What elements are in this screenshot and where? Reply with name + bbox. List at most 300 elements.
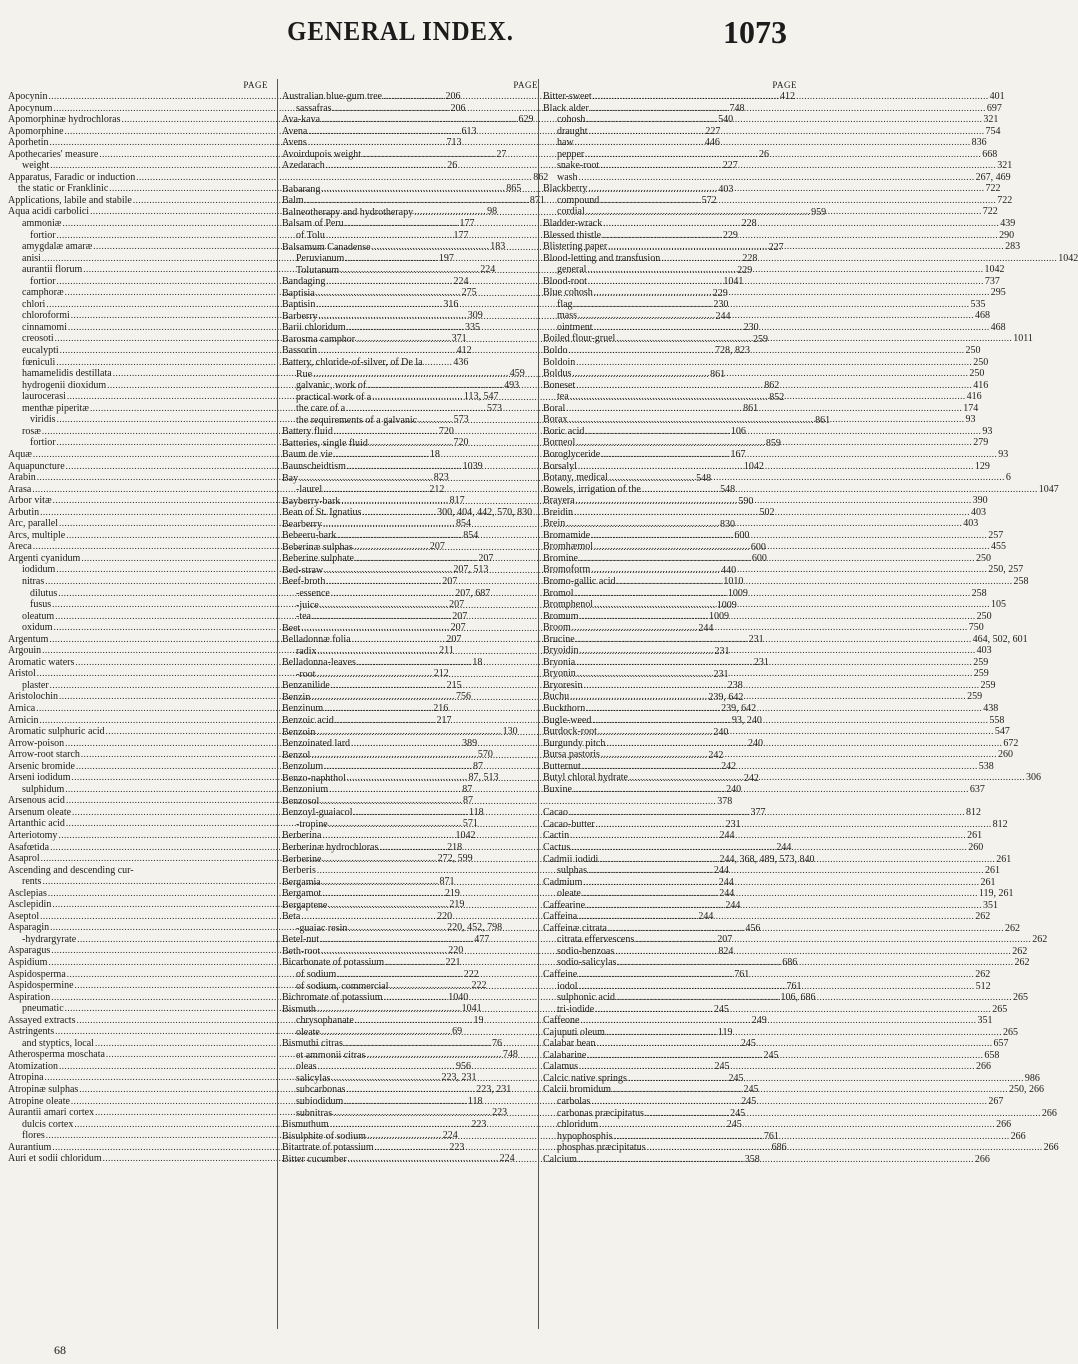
entry-term: Azedarach <box>282 160 325 172</box>
entry-page-refs: 570 <box>477 749 493 761</box>
entry-page-refs: 223, 231 <box>441 1072 477 1084</box>
index-entry <box>543 691 983 703</box>
entry-page-refs: 129 <box>974 460 990 472</box>
dot-leader <box>602 230 998 242</box>
index-entry <box>543 679 996 692</box>
dot-leader <box>576 634 972 646</box>
entry-term: sodio-salicylas <box>557 957 617 969</box>
entry-page-refs: 231 <box>713 668 729 680</box>
entry-page-refs: 242 <box>721 761 737 773</box>
index-entry <box>543 402 979 415</box>
entry-page-refs: 93 <box>965 414 976 426</box>
index-entry <box>543 957 1030 969</box>
entry-term: Aseptol <box>8 910 40 922</box>
entry-term: Breidin <box>543 506 573 518</box>
entry-term: Aspiration <box>8 991 51 1003</box>
entry-page-refs: 239, 642 <box>721 703 757 715</box>
entry-term: Bromoform <box>543 564 591 576</box>
entry-term: Avoirdupois weight <box>282 148 361 160</box>
entry-term: Caffeone <box>543 1015 580 1027</box>
entry-page-refs: 76 <box>491 1037 502 1049</box>
entry-page-refs: 812 <box>966 807 981 819</box>
index-entry <box>543 760 994 773</box>
index-entry <box>543 818 1008 831</box>
entry-page-refs: 174 <box>963 402 979 414</box>
entry-term: Bromo-gallic acid <box>543 575 616 587</box>
index-entry <box>543 1026 1018 1039</box>
entry-page-refs: 221 <box>445 957 461 969</box>
entry-page-refs: 244 <box>713 865 729 877</box>
entry-term: Avena <box>282 125 308 137</box>
index-entry <box>543 1107 1057 1120</box>
entry-page-refs: 244 <box>725 899 741 911</box>
index-entry <box>543 575 1029 588</box>
entry-term: Battery fluid <box>282 426 333 438</box>
entry-page-refs: 242 <box>743 772 759 784</box>
entry-page-refs: 812 <box>992 818 1008 830</box>
entry-page-refs: 377 <box>750 807 766 819</box>
entry-term: oleate <box>296 1026 320 1038</box>
entry-term: Ava-kava <box>282 114 321 126</box>
index-entry <box>543 656 989 669</box>
entry-page-refs: 836 <box>971 137 987 149</box>
entry-term: Benzoic acid <box>282 714 334 726</box>
entry-page-refs: 861 <box>815 414 831 426</box>
entry-page-refs: 19 <box>473 1014 484 1026</box>
entry-term: Cadmii iodidi <box>543 853 599 865</box>
dot-leader <box>580 611 976 623</box>
entry-term: Baunscheidtism <box>282 460 346 472</box>
entry-term: eucalypti <box>22 345 59 357</box>
entry-term: dilutus <box>30 587 58 599</box>
entry-term: pneumatic <box>22 1003 64 1015</box>
entry-page-refs: 761 <box>734 969 750 981</box>
entry-term: Bugle-weed <box>543 714 592 726</box>
entry-term: aurantii florum <box>22 264 83 276</box>
dot-leader <box>596 819 992 831</box>
entry-page-refs: 262 <box>975 969 991 981</box>
dot-leader <box>645 1108 1041 1120</box>
dot-leader <box>614 1131 1010 1143</box>
entry-term: Blue cohosh <box>543 287 593 299</box>
entry-term: Boroglyceride <box>543 448 601 460</box>
index-entry <box>543 1130 1026 1143</box>
entry-page-refs: 207 <box>478 552 494 564</box>
entry-page-refs: 455 <box>991 541 1007 553</box>
entry-page-refs: 223, 231 <box>476 1084 512 1096</box>
entry-term: cinnamomi <box>22 321 67 333</box>
dot-leader <box>608 241 1004 253</box>
index-entry <box>543 91 1005 103</box>
entry-term: Cacao <box>543 807 568 819</box>
entry-page-refs: 266 <box>976 1061 991 1073</box>
index-entry <box>282 357 538 369</box>
dot-leader <box>594 599 990 611</box>
entry-term: Bismuthi citras <box>282 1038 343 1050</box>
dot-leader <box>609 472 1005 484</box>
entry-page-refs: 262 <box>1014 957 1030 969</box>
entry-page-refs: 697 <box>986 102 1002 114</box>
entry-term: subiodidum <box>296 1096 344 1108</box>
entry-page-refs: 389 <box>462 737 478 749</box>
entry-page-refs: 959 <box>811 206 827 218</box>
entry-term: Apocynin <box>8 91 48 102</box>
dot-leader <box>600 195 996 207</box>
entry-page-refs: 306 <box>1025 772 1041 784</box>
entry-page-refs: 231 <box>725 818 741 830</box>
entry-term: citrata effervescens <box>557 934 635 946</box>
entry-page-refs: 266 <box>1041 1107 1057 1119</box>
entry-term: Asparagin <box>8 922 50 934</box>
entry-page-refs: 1041 <box>723 276 744 288</box>
entry-page-refs: 272, 599 <box>437 853 473 865</box>
entry-term: Beef-broth <box>282 576 326 588</box>
entry-page-refs: 130 <box>502 726 518 738</box>
entry-term: Benzoin <box>282 726 316 738</box>
entry-term: Broom <box>543 622 571 634</box>
entry-page-refs: 438 <box>983 702 999 714</box>
index-entry <box>543 241 1021 253</box>
entry-term: hypophosphis <box>557 1130 613 1142</box>
entry-page-refs: 761 <box>786 980 802 992</box>
entry-term: mass <box>557 310 577 322</box>
entry-page-refs: 358 <box>744 1153 760 1165</box>
index-entry <box>543 483 1059 496</box>
entry-page-refs: 279 <box>973 437 989 449</box>
entry-term: Berberina <box>282 830 322 842</box>
entry-page-refs: 227 <box>768 241 784 253</box>
entry-term: wash <box>557 171 578 183</box>
entry-page-refs: 250 <box>965 345 981 357</box>
entry-term: weight <box>22 160 50 172</box>
entry-term: fortior <box>30 275 56 287</box>
entry-term: Black alder <box>543 102 589 114</box>
entry-term: Borneol <box>543 437 576 449</box>
entry-term: chloroformi <box>22 310 70 322</box>
entry-page-refs: 547 <box>994 726 1010 738</box>
index-entry <box>543 899 999 912</box>
entry-term: Baptisia <box>282 287 315 299</box>
entry-page-refs: 259 <box>980 679 996 691</box>
index-entry <box>543 472 1011 484</box>
entry-term: Benzinum <box>282 703 324 715</box>
index-entry <box>543 229 1015 242</box>
entry-term: sassafras <box>296 102 332 114</box>
dot-leader <box>575 588 971 600</box>
index-entry <box>282 795 733 808</box>
entry-term: Caffearine <box>543 899 586 911</box>
entry-term: Argentum <box>8 633 49 645</box>
entry-page-refs: 257 <box>988 529 1004 541</box>
entry-page-refs: 459 <box>509 368 525 380</box>
entry-page-refs: 1041 <box>461 1003 482 1015</box>
index-entry <box>543 1153 990 1166</box>
entry-page-refs: 629 <box>518 114 534 126</box>
entry-term: Bromamide <box>543 529 591 541</box>
dot-leader <box>591 564 987 576</box>
entry-page-refs: 207, 687 <box>455 587 491 599</box>
entry-page-refs: 262 <box>1012 945 1028 957</box>
entry-term: Cajuputi oleum <box>543 1026 605 1038</box>
entry-term: carbolas <box>557 1096 591 1108</box>
dot-leader <box>576 357 972 369</box>
entry-page-refs: 613 <box>461 125 477 137</box>
entry-term: Babarang <box>282 183 321 195</box>
signature-mark: 68 <box>54 1343 66 1357</box>
entry-term: Aspidosperma <box>8 968 66 980</box>
entry-page-refs: 261 <box>996 853 1012 865</box>
entry-term: Bromine <box>543 552 578 564</box>
entry-page-refs: 573 <box>453 414 469 426</box>
entry-term: Benzin <box>282 691 311 703</box>
entry-page-refs: 207 <box>449 599 465 611</box>
entry-term: amygdalæ amaræ <box>22 241 93 253</box>
entry-term: Calamus <box>543 1061 578 1073</box>
entry-term: Burgundy pitch <box>543 737 606 749</box>
entry-term: Asparagus <box>8 945 51 957</box>
index-entry <box>543 529 1004 542</box>
entry-page-refs: 240 <box>713 726 729 738</box>
entry-term: Arabin <box>8 472 36 484</box>
entry-page-refs: 245 <box>713 1003 729 1015</box>
dot-leader <box>578 911 974 923</box>
entry-page-refs: 224 <box>453 275 469 287</box>
entry-term: practical work of a <box>296 391 372 403</box>
entry-page-refs: 351 <box>983 899 999 911</box>
entry-page-refs: 1009 <box>716 599 737 611</box>
column-heading: PAGE <box>772 80 797 90</box>
entry-term: Bichromate of potassium <box>282 992 383 1004</box>
index-entry <box>543 298 986 311</box>
entry-page-refs: 231 <box>748 634 764 646</box>
dot-leader <box>592 715 988 727</box>
entry-term: Aristolochin <box>8 691 58 703</box>
entry-page-refs: 244 <box>776 842 792 853</box>
entry-term: Bryoidin <box>543 645 579 657</box>
entry-term: Atropine oleate <box>8 1095 70 1107</box>
entry-term: Arcs, multiple <box>8 529 66 541</box>
page-title: GENERAL INDEX. <box>287 16 514 46</box>
entry-term: Bryonia <box>543 656 576 668</box>
entry-term: Bryonin <box>543 668 576 680</box>
entry-page-refs: 224 <box>480 264 496 276</box>
entry-page-refs: 93, 240 <box>731 714 762 726</box>
index-entry <box>543 160 1013 172</box>
index-entry <box>543 552 991 565</box>
index-entry <box>543 842 984 854</box>
entry-page-refs: 106, 686 <box>780 992 816 1004</box>
entry-term: -tropine <box>296 818 328 830</box>
letter-group-spacer <box>282 172 538 184</box>
index-entry <box>543 726 1010 738</box>
entry-term: of Tolu <box>296 230 325 242</box>
entry-page-refs: 207 <box>429 541 445 553</box>
entry-page-refs: 223 <box>449 1141 465 1153</box>
entry-page-refs: 222 <box>463 968 479 980</box>
entry-page-refs: 207, 513 <box>453 564 489 576</box>
entry-term: sodio-benzoas <box>557 945 615 957</box>
entry-term: Caffeina <box>543 911 578 923</box>
entry-term: flores <box>22 1130 45 1142</box>
entry-page-refs: 300, 404, 442, 570, 830 <box>437 506 533 518</box>
entry-page-refs: 220, 452, 798 <box>447 922 503 934</box>
entry-term: haw <box>557 137 574 149</box>
entry-page-refs: 416 <box>966 391 982 403</box>
entry-term: Aurantium <box>8 1141 52 1153</box>
entry-page-refs: 98 <box>487 206 498 218</box>
entry-page-refs: 512 <box>975 980 991 992</box>
entry-term: Arteriotomy <box>8 830 58 841</box>
entry-term: Apomorphinæ hydrochloras <box>8 114 121 126</box>
entry-term: anisi <box>22 252 41 264</box>
entry-page-refs: 266 <box>974 1153 990 1165</box>
entry-page-refs: 207 <box>442 575 458 587</box>
entry-term: Bisulphite of sodium <box>282 1130 366 1142</box>
entry-term: chlori <box>22 298 46 310</box>
entry-term: plaster <box>22 679 49 691</box>
entry-term: Asaprol <box>8 853 40 865</box>
index-entry <box>543 264 1005 276</box>
entry-term: Balm <box>282 195 304 207</box>
entry-page-refs: 1040 <box>448 991 469 1003</box>
index-entry <box>543 830 983 842</box>
entry-term: Arasa <box>8 483 32 495</box>
entry-term: Botany, medical <box>543 472 608 484</box>
entry-page-refs: 218 <box>447 841 463 853</box>
dot-leader <box>576 380 972 392</box>
entry-page-refs: 1042 <box>455 830 476 841</box>
entry-page-refs: 223 <box>492 1107 508 1119</box>
entry-term: Benzo-naphthol <box>282 772 346 784</box>
dot-leader <box>585 149 981 161</box>
index-entry <box>543 1003 1008 1016</box>
entry-page-refs: 249 <box>751 1015 767 1027</box>
entry-term: Bismuth <box>282 1003 316 1015</box>
entry-page-refs: 177 <box>453 229 469 241</box>
entry-term: Bitartrate of potassium <box>282 1142 374 1154</box>
entry-page-refs: 1011 <box>1013 333 1033 345</box>
index-entry <box>543 1049 1000 1062</box>
entry-page-refs: 456 <box>745 922 761 934</box>
entry-page-refs: 823 <box>433 472 449 484</box>
entry-term: Blood-root <box>543 275 587 287</box>
index-entry <box>543 934 1048 946</box>
entry-term: Aspidospermine <box>8 980 74 992</box>
entry-term: Blood-letting and transfusion <box>543 252 661 264</box>
entry-page-refs: 87 <box>462 795 473 807</box>
entry-term: Bromol <box>543 587 574 599</box>
entry-page-refs: 239, 642 <box>708 691 744 703</box>
entry-term: Caffeine <box>543 969 578 981</box>
entry-term: Battery, chloride-of-silver, of De la <box>282 357 423 369</box>
entry-term: Atropinæ sulphas <box>8 1084 79 1096</box>
entry-term: Bergamot <box>282 888 322 900</box>
dot-leader <box>642 484 1038 496</box>
entry-term: Arnicin <box>8 714 39 726</box>
entry-term: Bassorin <box>282 345 317 357</box>
entry-page-refs: 231 <box>753 657 769 669</box>
entry-page-refs: 535 <box>970 298 986 310</box>
index-entry <box>543 321 1006 334</box>
entry-term: Asclepias <box>8 887 47 899</box>
entry-page-refs: 713 <box>446 137 462 149</box>
entry-page-refs: 321 <box>997 160 1013 172</box>
entry-term: Peruvianum <box>296 253 345 265</box>
index-entry <box>543 610 992 623</box>
dot-leader <box>578 310 974 322</box>
index-entry <box>543 252 1078 265</box>
index-entry <box>543 969 991 981</box>
dot-leader <box>608 923 1004 935</box>
entry-page-refs: 761 <box>763 1130 779 1142</box>
entry-page-refs: 401 <box>989 91 1005 102</box>
entry-term: of sodium <box>296 969 337 981</box>
entry-term: Aqua acidi carbolici <box>8 206 90 218</box>
entry-page-refs: 219 <box>449 899 465 911</box>
entry-term: rents <box>22 876 42 888</box>
entry-page-refs: 267 <box>988 1096 1004 1108</box>
index-entry <box>543 865 1000 877</box>
dot-leader <box>579 981 975 993</box>
entry-term: Arsenum oleate <box>8 806 72 818</box>
entry-term: Boric acid <box>543 425 585 437</box>
entry-page-refs: 412 <box>779 91 795 102</box>
dot-leader <box>587 1050 983 1062</box>
dot-leader <box>616 333 1012 345</box>
entry-term: -tea <box>296 611 311 623</box>
index-entry <box>543 218 1016 230</box>
dot-leader <box>593 91 989 103</box>
entry-term: Boldus <box>543 368 572 380</box>
entry-page-refs: 403 <box>971 506 986 518</box>
index-entry <box>543 333 1033 345</box>
entry-page-refs: 756 <box>456 691 471 703</box>
entry-term: Brayera <box>543 495 575 507</box>
entry-term: Cadmium <box>543 876 583 888</box>
entry-term: Astringents <box>8 1026 55 1038</box>
entry-page-refs: 468 <box>990 321 1006 333</box>
dot-leader <box>582 888 978 900</box>
dot-leader <box>570 391 966 403</box>
entry-term: Brein <box>543 518 566 530</box>
entry-page-refs: 440 <box>721 564 737 576</box>
entry-page-refs: 686 <box>782 957 798 969</box>
entry-term: Buxine <box>543 783 572 795</box>
index-entry <box>543 702 999 715</box>
entry-page-refs: 590 <box>738 495 754 507</box>
entry-page-refs: 403 <box>718 183 734 195</box>
entry-page-refs: 206 <box>450 102 466 114</box>
dot-leader <box>570 691 966 703</box>
entry-page-refs: 750 <box>968 622 984 634</box>
entry-term: chrysophanate <box>296 1015 354 1027</box>
dot-leader <box>572 622 968 634</box>
dot-leader <box>568 345 964 357</box>
entry-term: Berberis <box>282 865 316 877</box>
entry-page-refs: 668 <box>982 148 998 160</box>
dot-leader <box>570 830 966 842</box>
dot-leader <box>576 657 972 669</box>
dot-leader <box>594 287 990 299</box>
entry-page-refs: 262 <box>1032 934 1048 946</box>
entry-term: creosoti <box>22 333 54 345</box>
entry-page-refs: 244 <box>698 622 714 634</box>
entry-page-refs: 118 <box>467 1095 483 1107</box>
entry-page-refs: 6 <box>1005 472 1011 484</box>
entry-term: Ascending and descending cur- <box>8 864 134 876</box>
entry-term: ointment <box>557 321 593 333</box>
entry-page-refs: 224 <box>442 1130 458 1142</box>
